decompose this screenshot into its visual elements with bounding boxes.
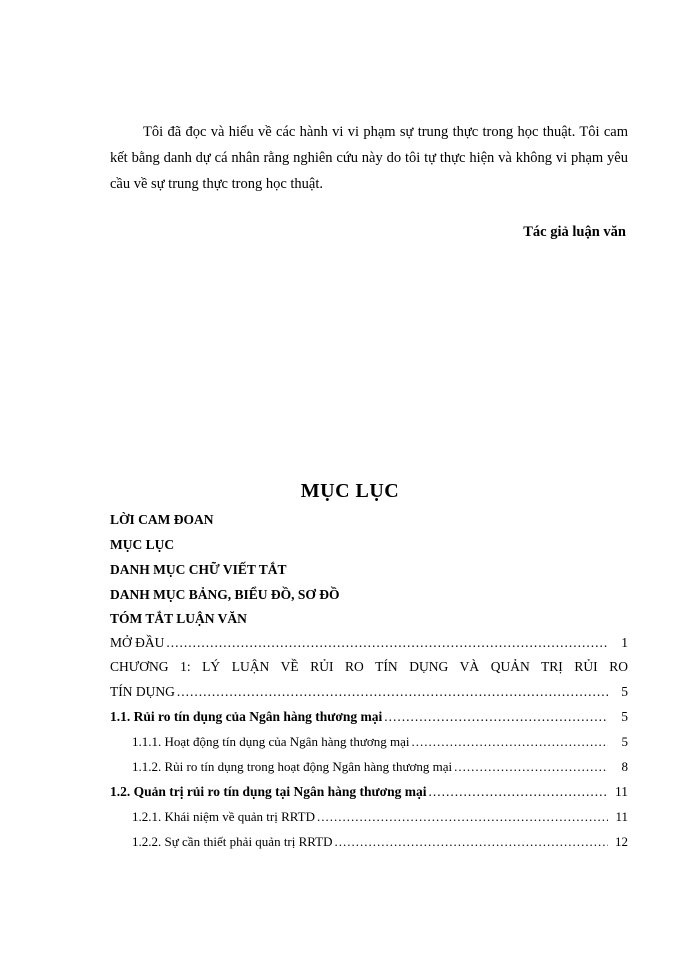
toc-item-tom-tat: TÓM TẮT LUẬN VĂN bbox=[110, 611, 247, 626]
toc-entry-page: 1 bbox=[621, 635, 628, 650]
toc-leader-dots bbox=[177, 684, 608, 700]
toc-item-danh-muc-bang: DANH MỤC BẢNG, BIỂU ĐỒ, SƠ ĐỒ bbox=[110, 587, 340, 602]
toc-leader-dots bbox=[166, 635, 608, 651]
toc-entry-label: 1.2.2. Sự cần thiết phải quản trị RRTD bbox=[132, 834, 333, 849]
toc-entry-label: TÍN DỤNG bbox=[110, 684, 175, 699]
toc-entry-1-1 bbox=[110, 709, 628, 725]
toc-entry-label: 1.2.1. Khái niệm về quản trị RRTD bbox=[132, 809, 315, 824]
toc-entry-mo-dau bbox=[110, 635, 628, 651]
toc-item-loi-cam-doan: LỜI CAM ĐOAN bbox=[110, 512, 214, 527]
toc-leader-dots bbox=[412, 734, 609, 750]
toc-item-muc-luc: MỤC LỤC bbox=[110, 537, 175, 552]
toc-entry-1-2-1 bbox=[132, 809, 628, 825]
toc-leader-dots bbox=[429, 784, 608, 800]
toc-entry-1-1-1 bbox=[132, 734, 628, 750]
toc-leader-dots bbox=[384, 709, 608, 725]
toc-entry-label: 1.1. Rủi ro tín dụng của Ngân hàng thương mại bbox=[110, 709, 383, 724]
toc-entry-1-2 bbox=[110, 784, 628, 800]
toc-entry-page: 5 bbox=[621, 709, 628, 724]
toc-entry-1-1-2 bbox=[132, 759, 628, 775]
toc-item-danh-muc-chu-viet-tat: DANH MỤC CHỮ VIẾT TẮT bbox=[110, 562, 287, 577]
toc-entry-page: 11 bbox=[615, 809, 628, 824]
toc-entry-label: 1.2. Quản trị rủi ro tín dụng tại Ngân hàng thương mại bbox=[110, 784, 427, 799]
toc-entry-page: 12 bbox=[615, 834, 628, 849]
toc-entry-1-2-2 bbox=[132, 834, 628, 850]
toc-entry-page: 5 bbox=[621, 734, 628, 749]
toc-leader-dots bbox=[454, 759, 608, 775]
toc-entry-label: MỞ ĐẦU bbox=[110, 635, 165, 650]
toc-leader-dots bbox=[335, 834, 608, 850]
toc-chapter1-line1: CHƯƠNG 1: LÝ LUẬN VỀ RỦI RO TÍN DỤNG VÀ QUẢN TRỊ RỦI RO bbox=[110, 659, 628, 674]
pledge-paragraph bbox=[110, 119, 628, 197]
toc-entry-page: 8 bbox=[621, 759, 628, 774]
toc-entry-chapter1 bbox=[110, 684, 628, 700]
pledge-text: Tôi đã đọc và hiểu về các hành vi vi phạm sự trung thực trong học thuật. Tôi cam kết bằng danh dự cá nhân rằng nghiên cứu này do tôi tự thực hiện và không vi phạm yêu cầu về sự trung thực trong học thuật. bbox=[110, 124, 628, 192]
toc-entry-label: 1.1.1. Hoạt động tín dụng của Ngân hàng thương mại bbox=[132, 734, 410, 749]
toc-entry-page: 5 bbox=[621, 684, 628, 699]
toc-title: MỤC LỤC bbox=[300, 480, 400, 502]
author-signature-label: Tác giả luận văn bbox=[523, 224, 626, 240]
toc-leader-dots bbox=[317, 809, 608, 825]
toc-entry-page: 11 bbox=[615, 784, 628, 799]
toc-entry-label: 1.1.2. Rủi ro tín dụng trong hoạt động Ngân hàng thương mại bbox=[132, 759, 453, 774]
